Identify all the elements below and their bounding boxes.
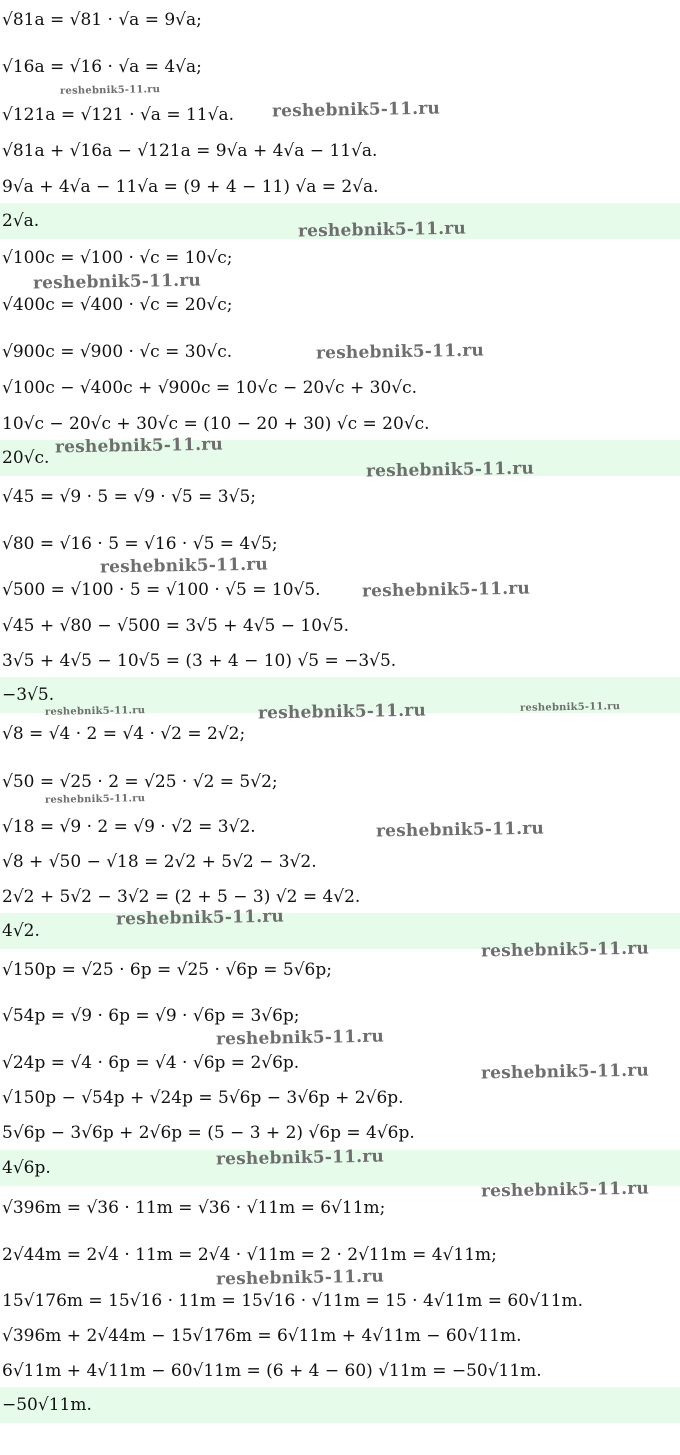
watermark: reshebnik5-11.ru bbox=[59, 84, 161, 97]
watermark: reshebnik5-11.ru bbox=[215, 1026, 385, 1050]
answer-line: 2√a. bbox=[0, 203, 680, 239]
watermark: reshebnik5-11.ru bbox=[375, 818, 545, 842]
watermark: reshebnik5-11.ru bbox=[480, 938, 650, 962]
answer-line: 4√6p. bbox=[0, 1150, 680, 1186]
math-line: √80 = √16 · 5 = √16 · √5 = 4√5; bbox=[2, 534, 278, 554]
math-line: 2√2 + 5√2 − 3√2 = (2 + 5 − 3) √2 = 4√2. bbox=[2, 887, 361, 907]
math-line: √54p = √9 · 6p = √9 · √6p = 3√6p; bbox=[2, 1006, 300, 1026]
math-line: 5√6p − 3√6p + 2√6p = (5 − 3 + 2) √6p = 4√6p. bbox=[2, 1123, 415, 1143]
math-line: √100c − √400c + √900c = 10√c − 20√c + 30√c. bbox=[2, 378, 418, 398]
math-line: √150p − √54p + √24p = 5√6p − 3√6p + 2√6p. bbox=[2, 1088, 404, 1108]
math-line: 6√11m + 4√11m − 60√11m = (6 + 4 − 60) √11m = −50√11m. bbox=[2, 1361, 542, 1381]
math-line: √45 = √9 · 5 = √9 · √5 = 3√5; bbox=[2, 487, 256, 507]
math-line: √8 + √50 − √18 = 2√2 + 5√2 − 3√2. bbox=[2, 852, 317, 872]
watermark: reshebnik5-11.ru bbox=[361, 578, 531, 602]
watermark: reshebnik5-11.ru bbox=[365, 458, 535, 482]
math-line: √900c = √900 · √c = 30√c. bbox=[2, 342, 233, 362]
math-line: √396m + 2√44m − 15√176m = 6√11m + 4√11m − 60√11m. bbox=[2, 1326, 522, 1346]
math-line: √50 = √25 · 2 = √25 · √2 = 5√2; bbox=[2, 772, 278, 792]
math-line: √150p = √25 · 6p = √25 · √6p = 5√6p; bbox=[2, 960, 332, 980]
watermark: reshebnik5-11.ru bbox=[99, 554, 269, 578]
math-line: √18 = √9 · 2 = √9 · √2 = 3√2. bbox=[2, 817, 256, 837]
math-line: √81a = √81 · √a = 9√a; bbox=[2, 10, 202, 30]
math-line: 9√a + 4√a − 11√a = (9 + 4 − 11) √a = 2√a. bbox=[2, 177, 379, 197]
watermark: reshebnik5-11.ru bbox=[480, 1060, 650, 1084]
math-line: √100c = √100 · √c = 10√c; bbox=[2, 248, 233, 268]
math-line: √396m = √36 · 11m = √36 · √11m = 6√11m; bbox=[2, 1198, 386, 1218]
math-line: √500 = √100 · 5 = √100 · √5 = 10√5. bbox=[2, 580, 321, 600]
math-line: √121a = √121 · √a = 11√a. bbox=[2, 105, 234, 125]
math-line: √24p = √4 · 6p = √4 · √6p = 2√6p. bbox=[2, 1053, 300, 1073]
watermark: reshebnik5-11.ru bbox=[215, 1146, 385, 1170]
answer-line: 4√2. bbox=[0, 913, 680, 949]
answer-line: −3√5. bbox=[0, 677, 680, 713]
answer-line: −50√11m. bbox=[0, 1387, 680, 1423]
math-line: √8 = √4 · 2 = √4 · √2 = 2√2; bbox=[2, 724, 246, 744]
math-line: 2√44m = 2√4 · 11m = 2√4 · √11m = 2 · 2√11m = 4√11m; bbox=[2, 1245, 497, 1265]
watermark: reshebnik5-11.ru bbox=[115, 906, 285, 930]
answer-line: 20√c. bbox=[0, 440, 680, 476]
math-line: √45 + √80 − √500 = 3√5 + 4√5 − 10√5. bbox=[2, 616, 350, 636]
watermark: reshebnik5-11.ru bbox=[54, 434, 224, 458]
math-line: 3√5 + 4√5 − 10√5 = (3 + 4 − 10) √5 = −3√5. bbox=[2, 651, 397, 671]
watermark: reshebnik5-11.ru bbox=[271, 98, 441, 122]
watermark: reshebnik5-11.ru bbox=[215, 1266, 385, 1290]
math-line: 15√176m = 15√16 · 11m = 15√16 · √11m = 15 · 4√11m = 60√11m. bbox=[2, 1291, 584, 1311]
watermark: reshebnik5-11.ru bbox=[315, 340, 485, 364]
watermark: reshebnik5-11.ru bbox=[480, 1178, 650, 1202]
watermark: reshebnik5-11.ru bbox=[519, 701, 621, 714]
watermark: reshebnik5-11.ru bbox=[257, 700, 427, 724]
math-line: √81a + √16a − √121a = 9√a + 4√a − 11√a. bbox=[2, 141, 378, 161]
watermark: reshebnik5-11.ru bbox=[44, 793, 146, 806]
math-line: 10√c − 20√c + 30√c = (10 − 20 + 30) √c = 20√c. bbox=[2, 414, 430, 434]
watermark: reshebnik5-11.ru bbox=[297, 218, 467, 242]
math-line: √400c = √400 · √c = 20√c; bbox=[2, 295, 233, 315]
watermark: reshebnik5-11.ru bbox=[32, 270, 202, 294]
math-line: √16a = √16 · √a = 4√a; bbox=[2, 57, 202, 77]
watermark: reshebnik5-11.ru bbox=[44, 705, 146, 718]
